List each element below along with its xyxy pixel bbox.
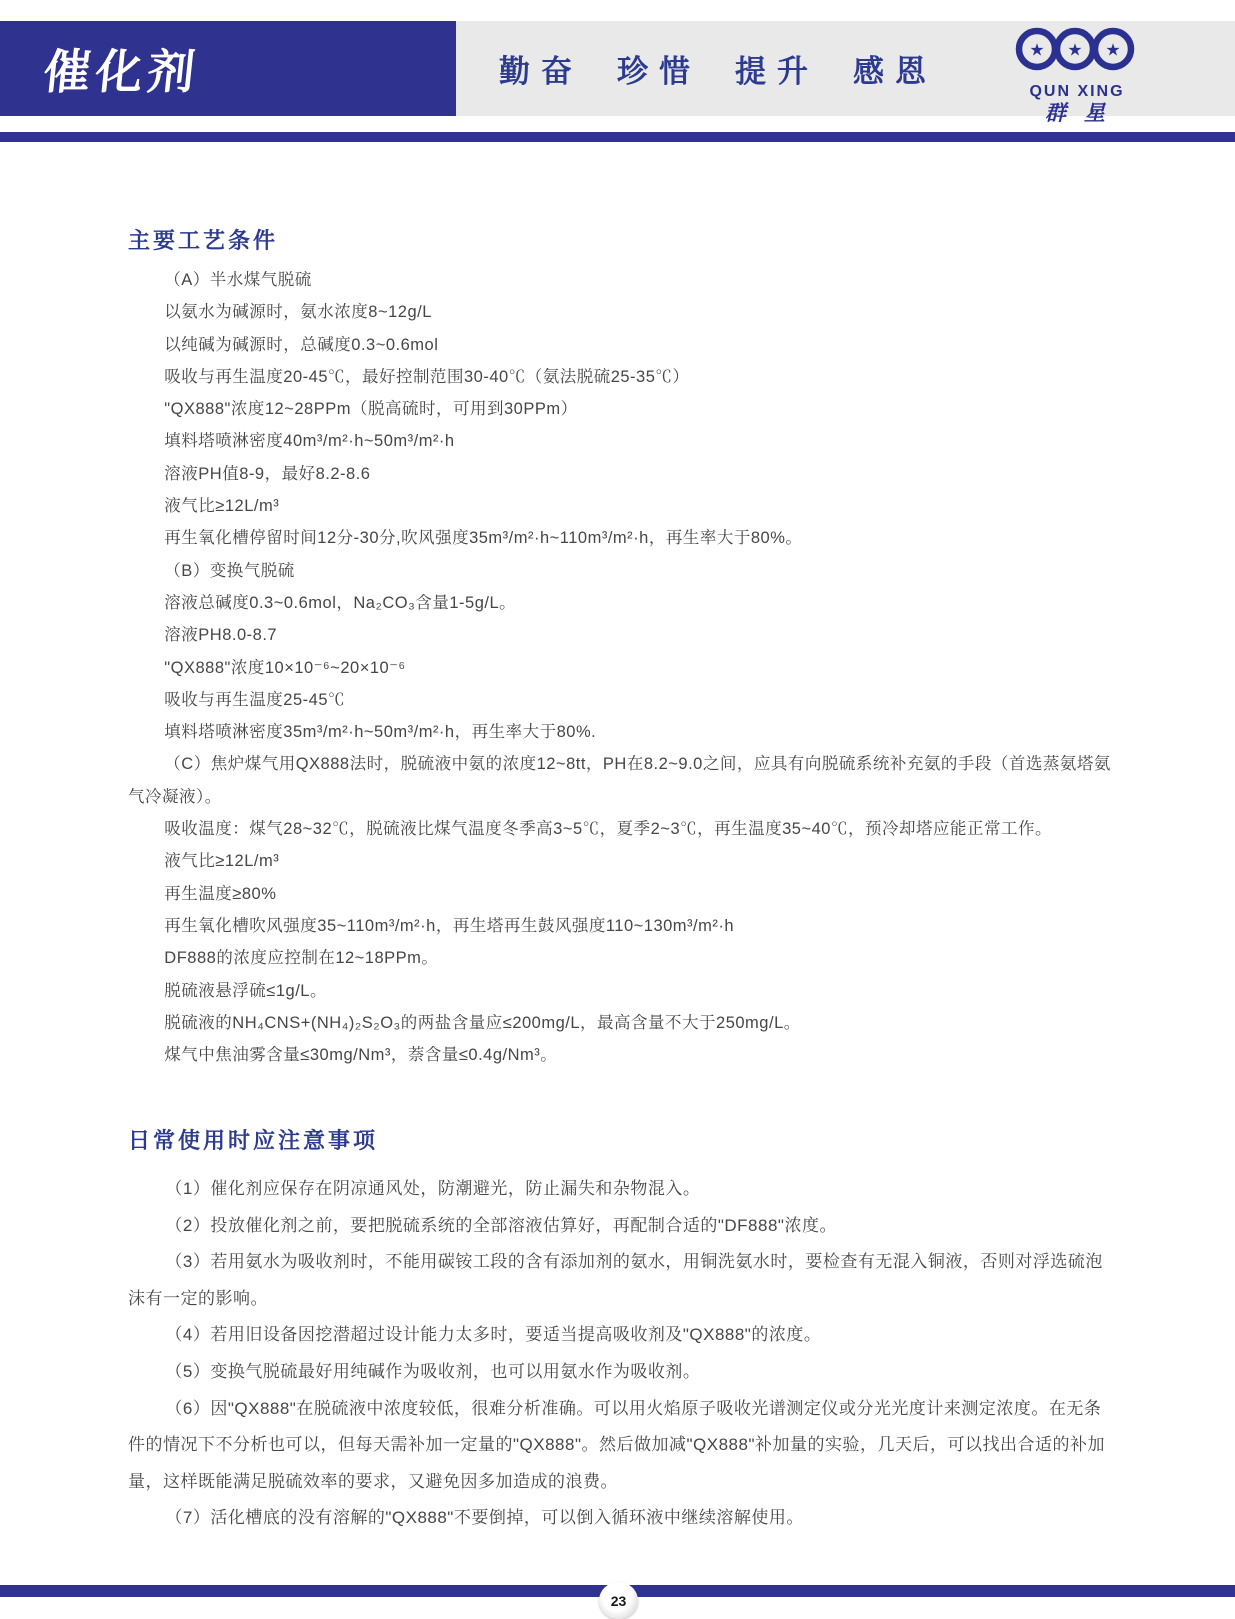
paragraph: 以纯碱为碱源时，总碱度0.3~0.6mol xyxy=(164,335,439,354)
paragraph: （5）变换气脱硫最好用纯碱作为吸收剂，也可以用氨水作为吸收剂。 xyxy=(165,1361,701,1381)
section-heading: 日常使用时应注意事项 xyxy=(128,1128,379,1153)
paragraph: （7）活化槽底的没有溶解的"QX888"不要倒掉，可以倒入循环液中继续溶解使用。 xyxy=(165,1508,804,1528)
paragraph: 溶液PH值8-9，最好8.2-8.6 xyxy=(164,464,371,483)
slogan-word: 珍惜 xyxy=(617,54,701,89)
paragraph: 吸收与再生温度20-45℃，最好控制范围30-40℃（氨法脱硫25-35℃） xyxy=(164,367,690,386)
paragraph: 再生氧化槽停留时间12分-30分,吹风强度35m³/m²·h~110m³/m²·h，再生率大于80%。 xyxy=(164,529,803,548)
logo-cjk-text: 群星 xyxy=(1045,102,1123,124)
paragraph: （3）若用氨水为吸收剂时，不能用碳铵工段的含有添加剂的氨水，用铜洗氨水时，要检查有无混入铜液，否则对浮选硫泡沫有一定的影响。 xyxy=(128,1252,1103,1308)
paragraph: 脱硫液的NH₄CNS+(NH₄)₂S₂O₃的两盐含量应≤200mg/L，最高含量不大于250mg/L。 xyxy=(164,1013,801,1032)
section-paragraphs xyxy=(128,1171,1113,1537)
section-usage-notes xyxy=(128,1124,1113,1537)
paragraph: 脱硫液悬浮硫≤1g/L。 xyxy=(164,981,327,1000)
paragraph: "QX888"浓度12~28PPm（脱高硫时，可用到30PPm） xyxy=(164,400,578,419)
paragraph: 吸收与再生温度25-45℃ xyxy=(164,690,345,709)
section-heading: 主要工艺条件 xyxy=(128,228,279,253)
paragraph: （1）催化剂应保存在阴凉通风处，防潮避光，防止漏失和杂物混入。 xyxy=(165,1179,701,1198)
header-divider xyxy=(0,132,1235,142)
header-slogan xyxy=(468,21,968,116)
slogan-word: 勤奋 xyxy=(499,54,583,89)
paragraph: （2）投放催化剂之前，要把脱硫系统的全部溶液估算好，再配制合适的"DF888"浓度。 xyxy=(165,1215,837,1235)
page-title: 催化剂 xyxy=(40,45,203,98)
paragraph: 再生氧化槽吹风强度35~110m³/m²·h，再生塔再生鼓风强度110~130m³/m²·h xyxy=(164,916,735,935)
paragraph: （C）焦炉煤气用QX888法时，脱硫液中氨的浓度12~8tt，PH在8.2~9.0之间，应具有向脱硫系统补充氨的手段（首选蒸氨塔氨气冷凝液）。 xyxy=(128,755,1111,806)
paragraph: 以氨水为碱源时，氨水浓度8~12g/L xyxy=(164,303,432,322)
paragraph: DF888的浓度应控制在12~18PPm。 xyxy=(164,949,439,968)
logo-latin-text: QUN XING xyxy=(1029,83,1125,100)
paragraph: 液气比≥12L/m³ xyxy=(164,497,280,516)
paragraph: 填料塔喷淋密度35m³/m²·h~50m³/m²·h，再生率大于80%. xyxy=(164,723,597,742)
paragraph: 液气比≥12L/m³ xyxy=(164,852,280,871)
paragraph: 溶液总碱度0.3~0.6mol，Na₂CO₃含量1-5g/L。 xyxy=(164,593,517,612)
section-process-conditions xyxy=(128,224,1113,1071)
section-paragraphs xyxy=(128,264,1113,1071)
paragraph: （A）半水煤气脱硫 xyxy=(164,271,312,289)
page-title-box xyxy=(0,21,456,116)
paragraph: 再生温度≥80% xyxy=(164,884,277,903)
page-number: 23 xyxy=(610,1592,627,1609)
star-icon: ★ xyxy=(1029,40,1045,60)
paragraph: （6）因"QX888"在脱硫液中浓度较低，很难分析准确。可以用火焰原子吸收光谱测定仪或分光光度计来测定浓度。在无条件的情况下不分析也可以，但每天需补加一定量的"QX888"。然后做加减"QX888"补加量的实验，几天后，可以找出合适的补加量，这样既能满足脱硫效率的要求，又避免因多加造成的浪费。 xyxy=(128,1398,1105,1491)
paragraph: 溶液PH8.0-8.7 xyxy=(164,626,278,645)
star-icon: ★ xyxy=(1067,40,1083,60)
page-number-badge xyxy=(599,1582,638,1619)
slogan-word: 感恩 xyxy=(853,54,937,89)
paragraph: 填料塔喷淋密度40m³/m²·h~50m³/m²·h xyxy=(164,432,455,451)
qunxing-logo-icon xyxy=(1010,22,1144,124)
paragraph: （4）若用旧设备因挖潜超过设计能力太多时，要适当提高吸收剂及"QX888"的浓度。 xyxy=(165,1325,822,1345)
paragraph: 吸收温度：煤气28~32℃，脱硫液比煤气温度冬季高3~5℃，夏季2~3℃，再生温度35~40℃，预冷却塔应能正常工作。 xyxy=(164,820,1052,839)
paragraph: "QX888"浓度10×10⁻⁶~20×10⁻⁶ xyxy=(164,658,406,677)
paragraph: （B）变换气脱硫 xyxy=(164,561,295,580)
paragraph: 煤气中焦油雾含量≤30mg/Nm³，萘含量≤0.4g/Nm³。 xyxy=(164,1046,558,1065)
star-icon: ★ xyxy=(1105,40,1121,60)
slogan-word: 提升 xyxy=(735,54,819,89)
